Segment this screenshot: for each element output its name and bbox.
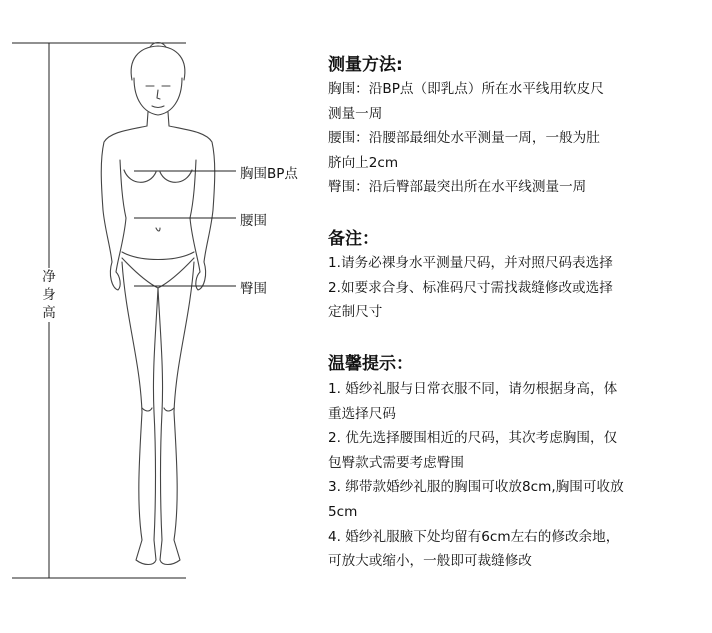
tips-line: 1. 婚纱礼服与日常衣服不同，请勿根据身高，体 xyxy=(328,381,618,397)
measure-line: 臀围：沿后臀部最突出所在水平线测量一周 xyxy=(328,179,587,196)
tips-line: 2. 优先选择腰围相近的尺码，其次考虑胸围，仅 xyxy=(328,430,618,447)
measure-line: 测量一周 xyxy=(328,105,383,122)
tips-line: 4. 婚纱礼服腋下处均留有6cm左右的修改余地， xyxy=(328,528,620,545)
measure-title: 测量方法: xyxy=(328,55,403,75)
height-label xyxy=(38,268,60,322)
waist-label: 腰围 xyxy=(240,213,267,229)
notes-line: 定制尺寸 xyxy=(328,304,383,321)
measure-line: 脐向上2cm xyxy=(328,154,399,171)
height-label-char: 净 xyxy=(42,269,56,285)
hip-label: 臀围 xyxy=(240,281,267,297)
height-label-char: 高 xyxy=(42,305,56,321)
bust-label: 胸围BP点 xyxy=(240,166,298,182)
notes-line: 2.如要求合身、标准码尺寸需找裁缝修改或选择 xyxy=(328,279,613,296)
notes-line: 1.请务必裸身水平测量尺码，并对照尺码表选择 xyxy=(328,255,613,271)
tips-line: 5cm xyxy=(328,503,358,520)
body-outline xyxy=(101,43,215,565)
measure-line: 胸围：沿BP点（即乳点）所在水平线用软皮尺 xyxy=(328,81,604,97)
notes-text xyxy=(328,251,706,325)
tips-line: 可放大或缩小，一般即可裁缝修改 xyxy=(328,553,532,570)
height-label-char: 身 xyxy=(42,287,56,303)
measure-line: 腰围：沿腰部最细处水平测量一周，一般为肚 xyxy=(328,130,600,147)
tips-text xyxy=(328,377,706,574)
tips-line: 包臀款式需要考虑臀围 xyxy=(328,454,464,471)
measure-text xyxy=(328,77,706,200)
notes-title: 备注： xyxy=(328,229,379,249)
tips-line: 重选择尺码 xyxy=(328,405,396,422)
tips-title: 温馨提示： xyxy=(328,354,413,374)
tips-line: 3. 绑带款婚纱礼服的胸围可收放8cm,胸围可收放 xyxy=(328,479,624,496)
